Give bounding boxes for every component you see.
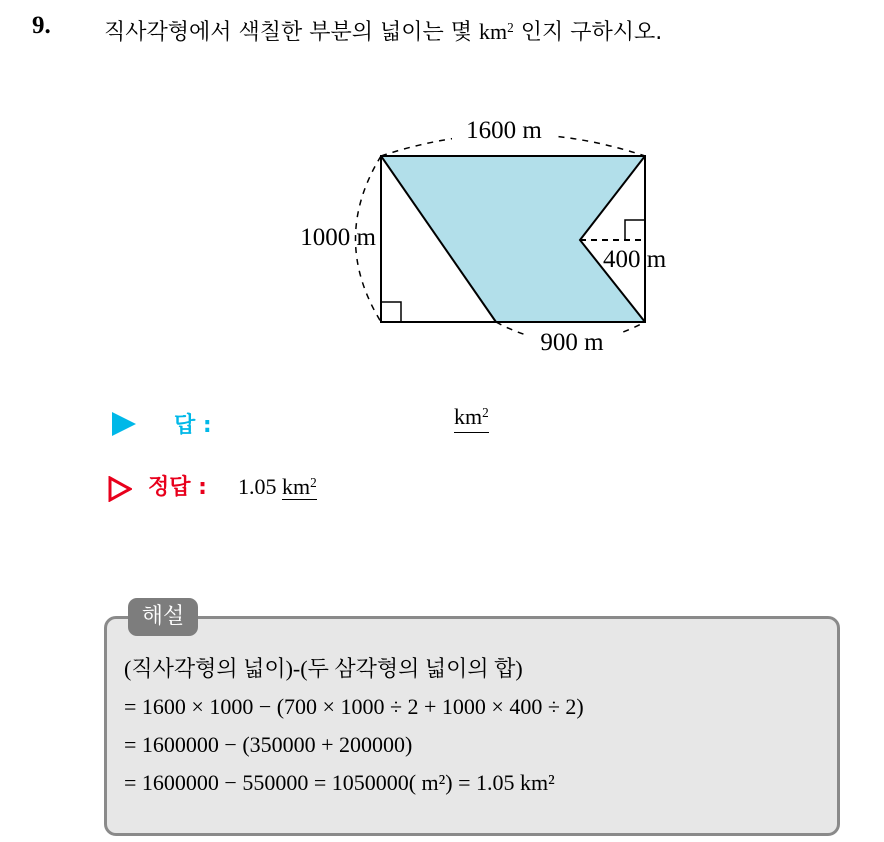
right-angle-mark-right [625, 220, 645, 240]
explanation-line-3: = 1600000 − (350000 + 200000) [124, 732, 413, 757]
correct-unit-exp: 2 [310, 474, 317, 490]
correct-value [238, 474, 317, 500]
play-outline-icon [108, 476, 132, 502]
explanation-line-1: (직사각형의 넓이)-(두 삼각형의 넓이의 합) [124, 656, 523, 681]
answer-label: 답 : [174, 413, 212, 438]
question-text-before: 직사각형에서 색칠한 부분의 넓이는 몇 [104, 20, 479, 45]
answer-row [108, 404, 528, 440]
question-unit-exp: 2 [507, 19, 514, 35]
label-left: 1000 m [300, 224, 376, 251]
label-top: 1600 m [466, 117, 542, 144]
correct-number: 1.05 [238, 474, 277, 499]
label-bottom: 900 m [540, 329, 604, 356]
explanation-line-4: = 1600000 − 550000 = 1050000( m²) = 1.05 km² [124, 770, 555, 795]
answer-unit-base: km [454, 404, 483, 429]
question-unit [479, 19, 514, 44]
play-icon [112, 412, 136, 436]
answer-unit-exp: 2 [482, 404, 489, 420]
explanation-lines [124, 650, 584, 802]
question-text [104, 15, 662, 46]
explanation-tag: 해설 [128, 598, 198, 636]
question-text-after: 인지 구하시오. [513, 20, 663, 45]
label-right: 400 m [603, 246, 667, 273]
question-number: 9. [32, 12, 51, 39]
correct-unit [282, 474, 317, 500]
geometry-figure [260, 110, 700, 370]
correct-label: 정답 : [148, 475, 207, 500]
correct-unit-base: km [282, 474, 311, 499]
correct-answer-row [108, 470, 468, 504]
answer-input-line[interactable] [454, 402, 489, 433]
right-angle-mark-bottom-left [381, 302, 401, 322]
explanation-line-2: = 1600 × 1000 − (700 × 1000 ÷ 2 + 1000 × 400 ÷ 2) [124, 694, 584, 719]
question-unit-base: km [479, 19, 508, 44]
